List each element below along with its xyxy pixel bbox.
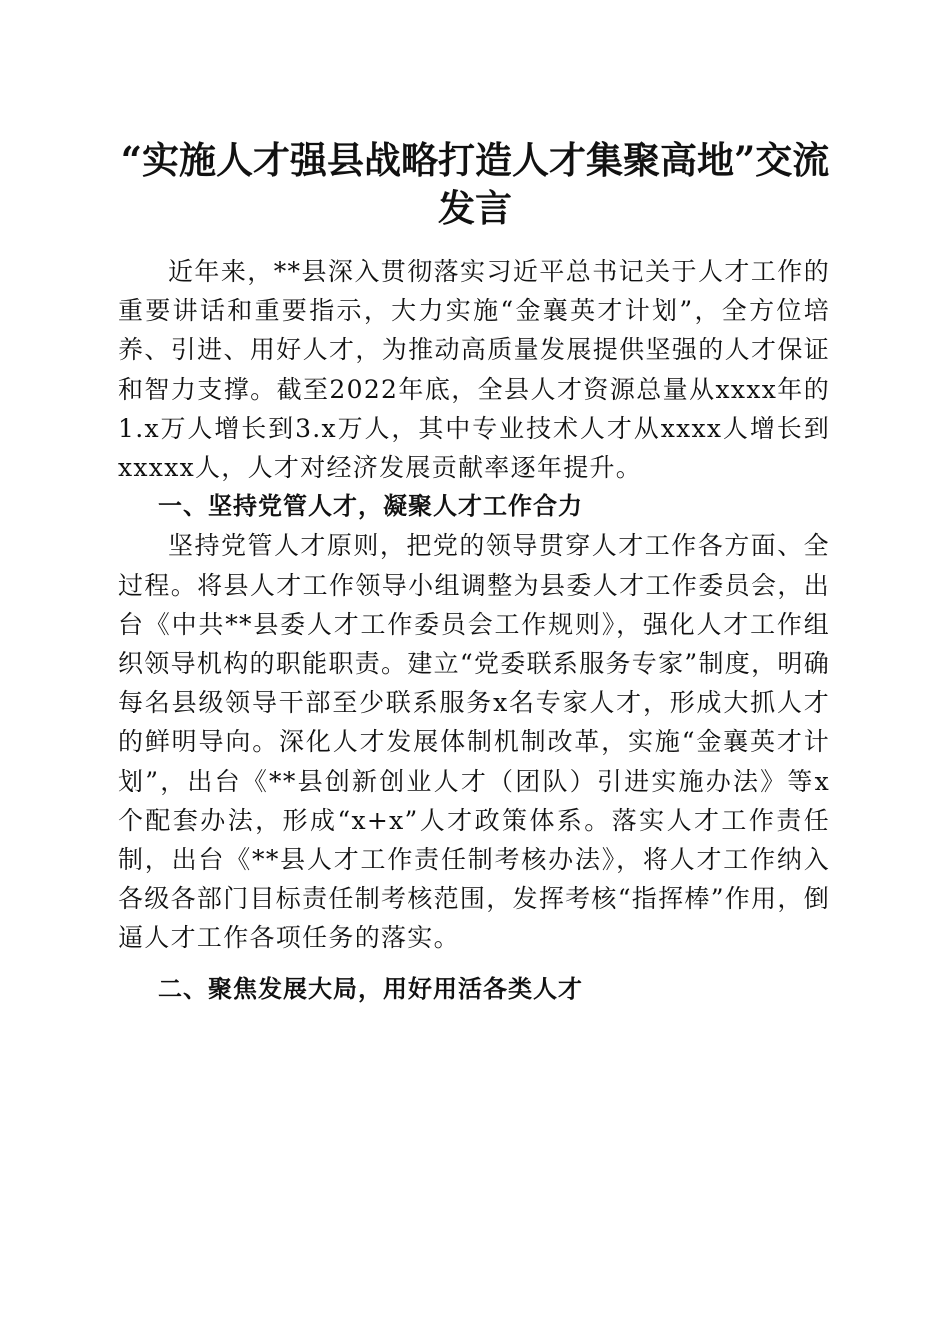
section-1-heading: 一、坚持党管人才，凝聚人才工作合力 xyxy=(158,492,583,521)
intro-paragraph: 近年来，**县深入贯彻落实习近平总书记关于人才工作的重要讲话和重要指示，大力实施“金襄英才计划”，全方位培养、引进、用好人才，为推动高质量发展提供坚强的人才保证和智力支撑。截至2022年底，全县人才资源总量从xxxx年的1.x万人增长到3.x万人，其中专业技术人才从xxxx人增长到xxxxx人，人才对经济发展贡献率逐年提升。 xyxy=(118,257,830,483)
document-title-line-2: 发言 xyxy=(438,186,512,230)
document-title-line-1: “实施人才强县战略打造人才集聚高地”交流 xyxy=(120,138,830,182)
section-2-heading: 二、聚焦发展大局，用好用活各类人才 xyxy=(158,974,583,1003)
section-1-paragraph: 坚持党管人才原则，把党的领导贯穿人才工作各方面、全过程。将县人才工作领导小组调整为县委人才工作委员会，出台《中共**县委人才工作委员会工作规则》，强化人才工作组织领导机构的职能职责。建立“党委联系服务专家”制度，明确每名县级领导干部至少联系服务x名专家人才，形成大抓人才的鲜明导向。深化人才发展体制机制改革，实施“金襄英才计划”，出台《**县创新创业人才（团队）引进实施办法》等x个配套办法，形成“x+x”人才政策体系。落实人才工作责任制，出台《**县人才工作责任制考核办法》，将人才工作纳入各级各部门目标责任制考核范围，发挥考核“指挥棒”作用，倒逼人才工作各项任务的落实。 xyxy=(118,531,830,953)
document-body xyxy=(118,252,830,1009)
